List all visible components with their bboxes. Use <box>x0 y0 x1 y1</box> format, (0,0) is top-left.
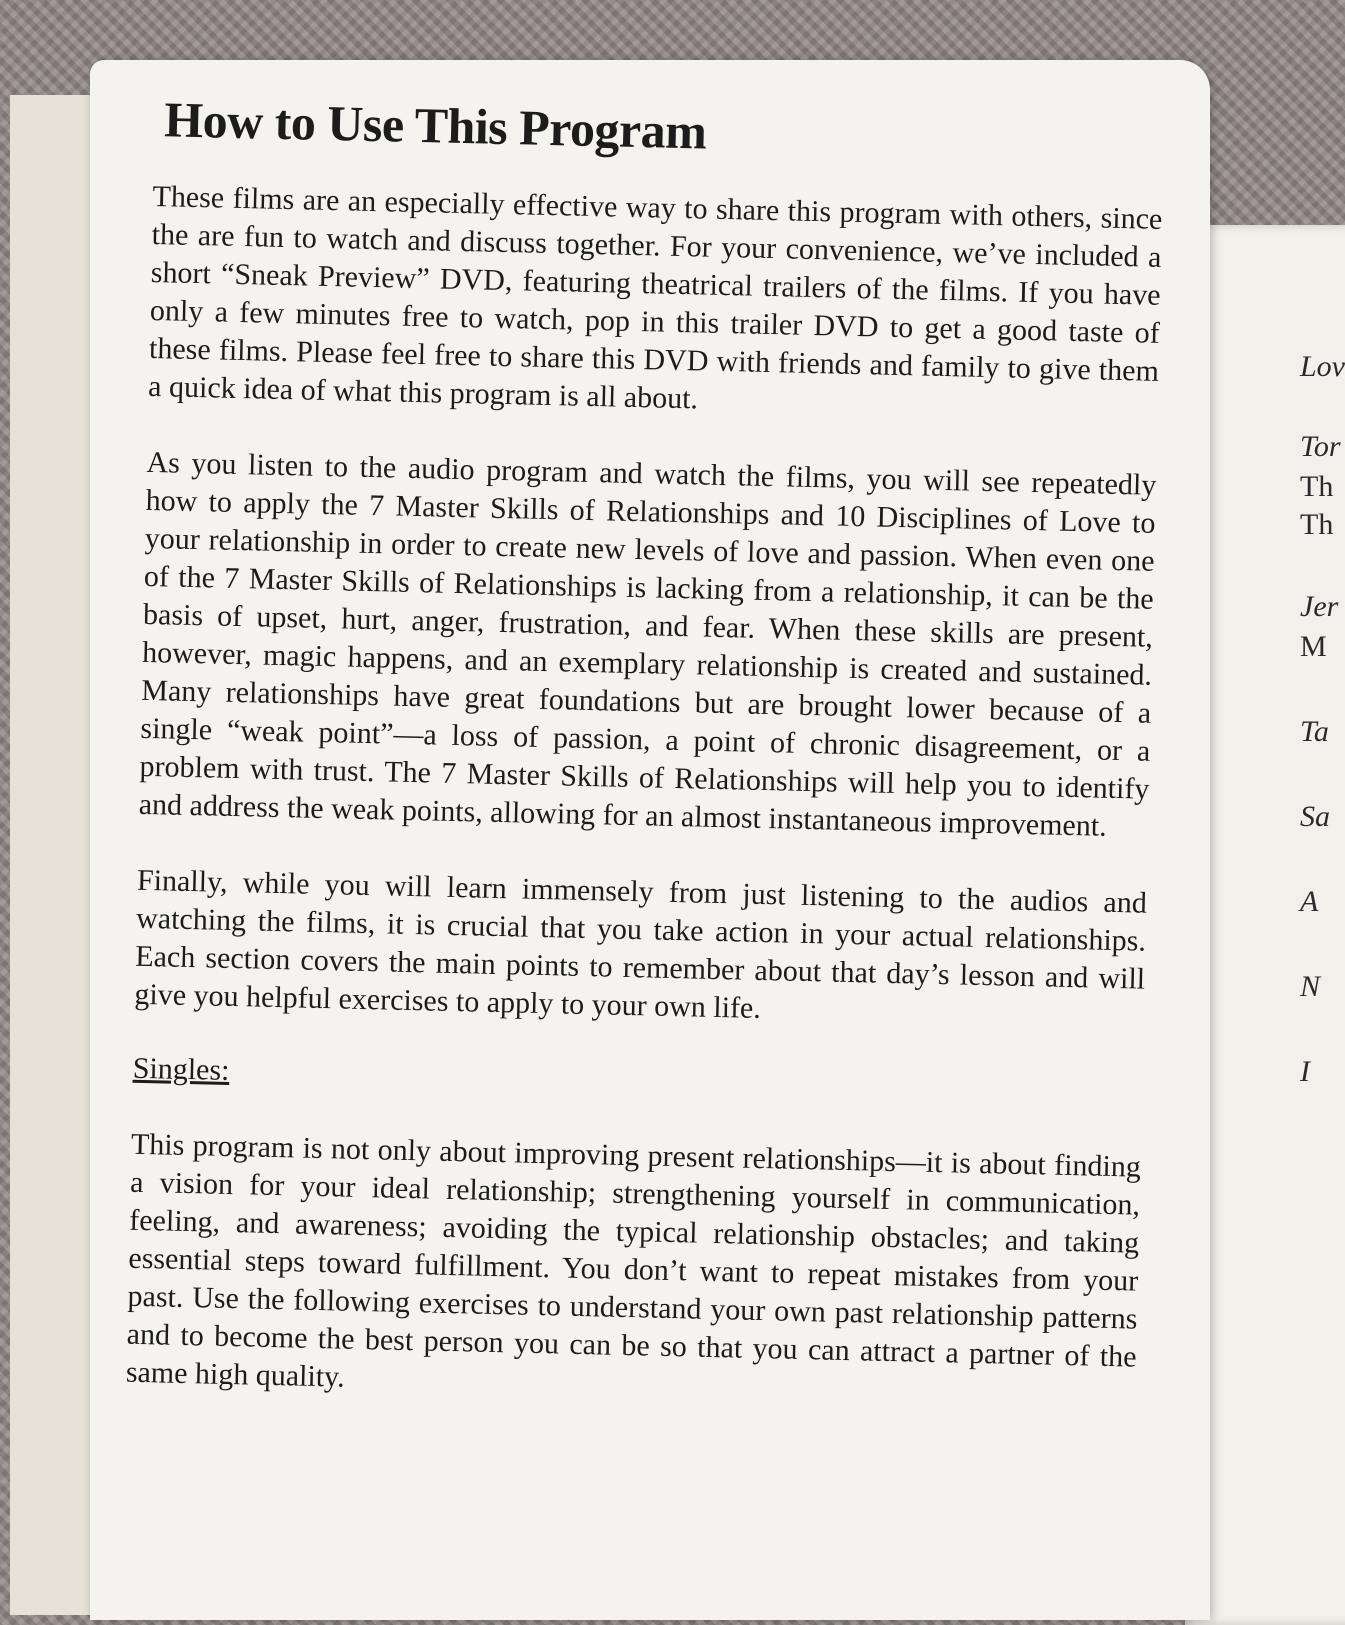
facing-page-fragment: Th <box>1300 470 1334 503</box>
facing-page-fragment: Jer <box>1300 590 1339 623</box>
page-title: How to Use This Program <box>163 91 708 160</box>
facing-page-fragment: M <box>1300 630 1327 663</box>
facing-page-fragment: Lov <box>1300 350 1345 383</box>
paragraph-singles: This program is not only about improving present relationships—it is about finding a vision for your ideal relationship; strengthening yourself in communication, feeling, and awareness; avoiding the typical relationship obstacles; and taking essential steps toward fulfillment. You don’t want to repeat mistakes from your past. Use the following exercises to understand your own past relationship patterns and to become the best person you can be so that you can attract a partner of the same high quality. <box>125 1127 1142 1394</box>
page-content <box>125 90 1165 1453</box>
facing-page-fragment: Tor <box>1300 430 1341 463</box>
facing-page-fragment: Ta <box>1300 715 1329 748</box>
paragraph-films: These films are an especially effective way to share this program with others, since the are fun to watch and discuss together. For your convenience, we’ve included a short “Sneak Preview” DVD, featuring theatrical trailers of the films. If you have only a few minutes free to watch, pop in this trailer DVD to get a good taste of these films. Please feel free to share this DVD with friends and family to give them a quick idea of what this program is all about. <box>147 179 1163 416</box>
facing-page-fragment: Th <box>1300 508 1334 541</box>
facing-page-fragment: I <box>1300 1055 1310 1088</box>
facing-page-fragment: A <box>1300 885 1319 918</box>
facing-page-fragment: Sa <box>1300 800 1330 833</box>
facing-page-fragment: N <box>1300 970 1321 1003</box>
paragraph-master-skills: As you listen to the audio program and watch the films, you will see repeatedly how to apply the 7 Master Skills of Relationships and 10 Disciplines of Love to your relationship in order to create new levels of love and passion. When even one of the 7 Master Skills of Relationships is lacking from a relationship, it can be the basis of upset, hurt, anger, frustration, and fear. When these skills are present, however, magic happens, and an exemplary relationship is created and sustained. Many relationships have great foundations but are brought lower because of a single “weak point”—a loss of passion, a point of chronic disagreement, or a problem with trust. The 7 Master Skills of Relationships will help you to identify and address the weak points, allowing for an almost instantaneous improvement. <box>138 445 1157 843</box>
singles-heading: Singles: <box>132 1051 230 1087</box>
paragraph-take-action: Finally, while you will learn immensely from just listening to the audios and watching the films, it is crucial that you take action in your actual relationships. Each section covers the main points to remember about that day’s lesson and will give you helpful exercises to apply to your own life. <box>134 863 1148 1025</box>
book-page <box>90 60 1210 1620</box>
